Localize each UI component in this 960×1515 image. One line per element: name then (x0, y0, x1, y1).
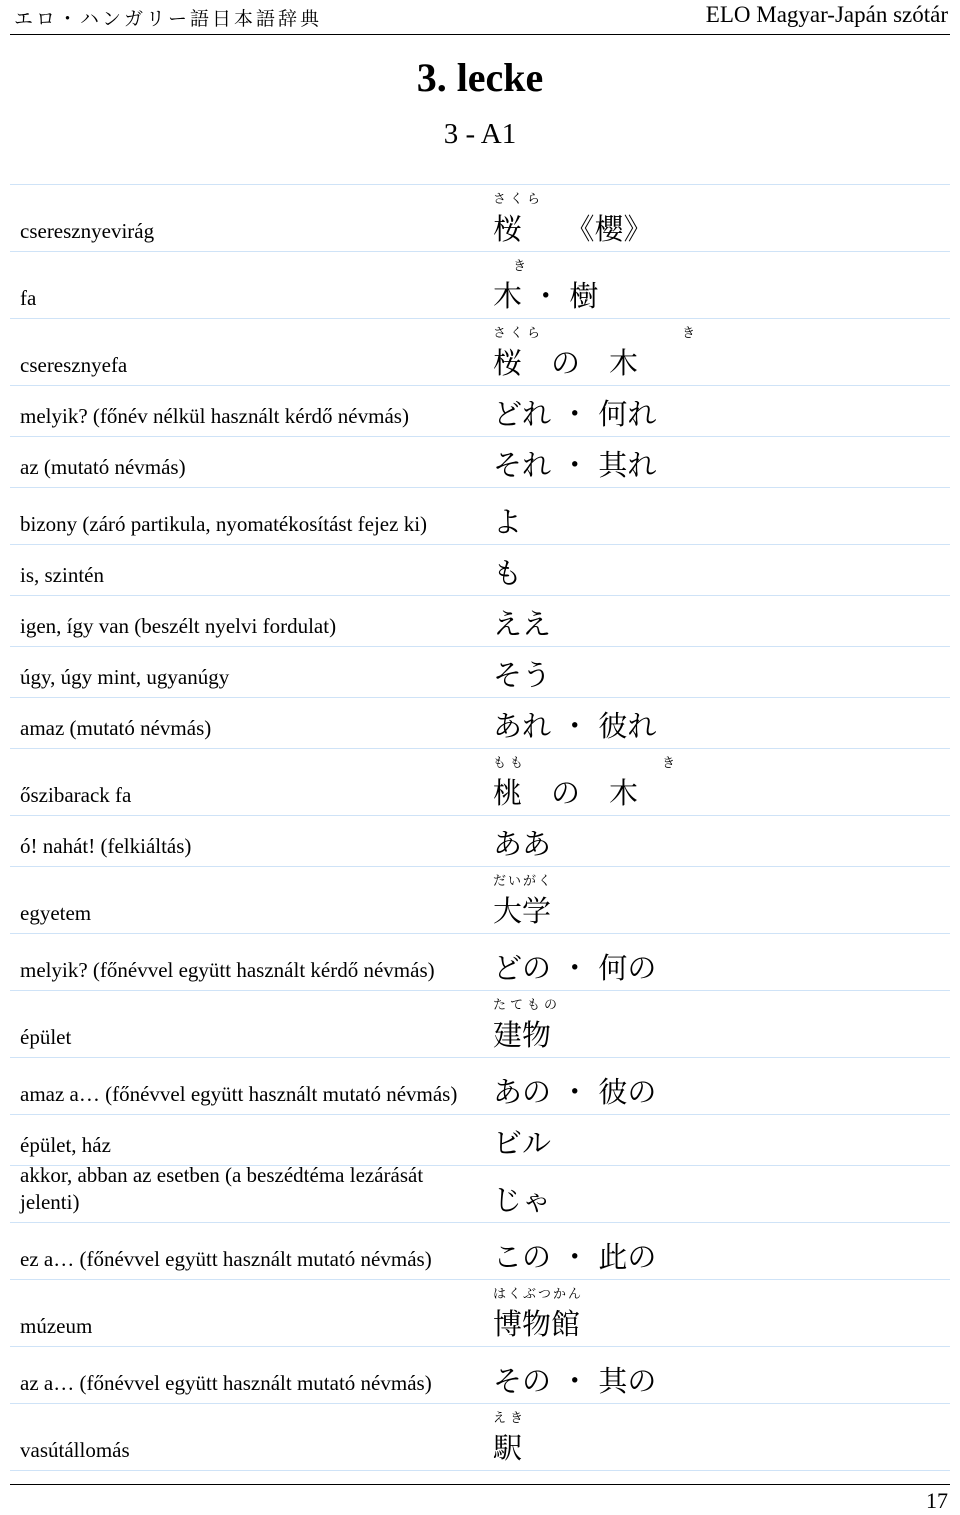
hungarian-term: ez a… (főnévvel együtt használt mutató névmás) (20, 1247, 432, 1271)
hungarian-term: úgy, úgy mint, ugyanúgy (20, 665, 230, 689)
japanese-term: どの ・ 何の (493, 951, 657, 985)
japanese-term: よ (493, 505, 523, 539)
hungarian-term: őszibarack fa (20, 783, 132, 807)
vocab-row (10, 646, 950, 697)
japanese-term: も (493, 556, 523, 590)
vocab-row (10, 1165, 950, 1222)
lesson-code: 3 - A1 (443, 118, 517, 150)
japanese-term: この ・ 此の (493, 1240, 657, 1274)
vocab-row (10, 595, 950, 646)
vocab-row (10, 748, 950, 815)
japanese-term: じゃ (493, 1183, 552, 1217)
furigana: えき (493, 1411, 528, 1426)
japanese-term: そう (493, 658, 552, 692)
hungarian-term: cseresznyevirág (20, 219, 155, 243)
furigana: さくら (493, 192, 545, 207)
footer-rule (10, 1484, 950, 1485)
furigana: さくら (493, 326, 545, 341)
header-rule (10, 34, 950, 35)
vocab-row (10, 1346, 950, 1403)
japanese-term: それ ・ 其れ (493, 448, 657, 482)
japanese-term: あれ ・ 彼れ (493, 709, 657, 743)
japanese-term: 大学 (493, 894, 552, 928)
vocab-row (10, 866, 950, 933)
hungarian-term: ó! nahát! (felkiáltás) (20, 834, 192, 858)
vocab-row (10, 1403, 950, 1471)
vocab-row (10, 697, 950, 748)
japanese-term: 木 ・ 樹 (493, 279, 599, 313)
vocab-row (10, 184, 950, 251)
japanese-term: ああ (493, 827, 552, 861)
japanese-term: どれ ・ 何れ (493, 397, 657, 431)
hungarian-term: amaz (mutató névmás) (20, 716, 212, 740)
hungarian-term: cseresznyefa (20, 353, 128, 377)
vocab-row (10, 1279, 950, 1346)
page-number: 17 (926, 1488, 948, 1513)
vocabulary-table (10, 184, 950, 1471)
japanese-term: その ・ 其の (493, 1364, 657, 1398)
furigana: き (513, 259, 531, 274)
furigana-second: き (662, 756, 680, 771)
japanese-term: 建物 (493, 1018, 552, 1052)
hungarian-term: amaz a… (főnévvel együtt használt mutató névmás) (20, 1082, 458, 1106)
japanese-term: 博物館 (493, 1307, 581, 1341)
vocab-row (10, 1114, 950, 1165)
vocab-row (10, 1222, 950, 1279)
hungarian-term: is, szintén (20, 563, 104, 587)
vocab-row (10, 544, 950, 595)
furigana: たてもの (493, 998, 562, 1013)
hungarian-term: fa (20, 286, 37, 310)
japanese-term: 桜 《櫻》 (493, 212, 653, 246)
lesson-title: 3. lecke (416, 55, 544, 100)
vocab-row (10, 933, 950, 990)
hungarian-term: igen, így van (beszélt nyelvi fordulat) (20, 614, 337, 638)
furigana: もも (493, 756, 528, 771)
furigana: だいがく (493, 874, 554, 889)
hungarian-term: épület (20, 1025, 72, 1049)
hungarian-term: múzeum (20, 1314, 93, 1338)
furigana: はくぶつかん (493, 1287, 584, 1302)
vocab-row (10, 318, 950, 385)
vocab-row (10, 251, 950, 318)
hungarian-term: bizony (záró partikula, nyomatékosítást fejez ki) (20, 512, 428, 536)
header-left-title: エロ・ハンガリー語日本語辞典 (14, 8, 323, 30)
japanese-term: 駅 (493, 1431, 523, 1465)
hungarian-term: akkor, abban az esetben (a beszédtéma lezárását jelenti) (20, 1163, 424, 1214)
hungarian-term: melyik? (főnévvel együtt használt kérdő névmás) (20, 958, 435, 982)
vocab-row (10, 1057, 950, 1114)
vocab-row (10, 815, 950, 866)
hungarian-term: egyetem (20, 901, 92, 925)
vocab-row (10, 385, 950, 436)
hungarian-term: az a… (főnévvel együtt használt mutató névmás) (20, 1371, 432, 1395)
japanese-term: あの ・ 彼の (493, 1075, 657, 1109)
japanese-term: 桜 の 木 (493, 346, 639, 380)
hungarian-term: az (mutató névmás) (20, 455, 186, 479)
japanese-term: ビル (493, 1126, 552, 1160)
furigana-second: き (682, 326, 700, 341)
vocab-row (10, 436, 950, 487)
hungarian-term: melyik? (főnév nélkül használt kérdő névmás) (20, 404, 409, 428)
vocab-row (10, 990, 950, 1057)
hungarian-term: épület, ház (20, 1133, 111, 1157)
vocab-row (10, 487, 950, 544)
hungarian-term: vasútállomás (20, 1438, 130, 1462)
japanese-term: 桃 の 木 (493, 776, 639, 810)
japanese-term: ええ (493, 607, 552, 641)
header-right-title: ELO Magyar-Japán szótár (705, 2, 948, 27)
